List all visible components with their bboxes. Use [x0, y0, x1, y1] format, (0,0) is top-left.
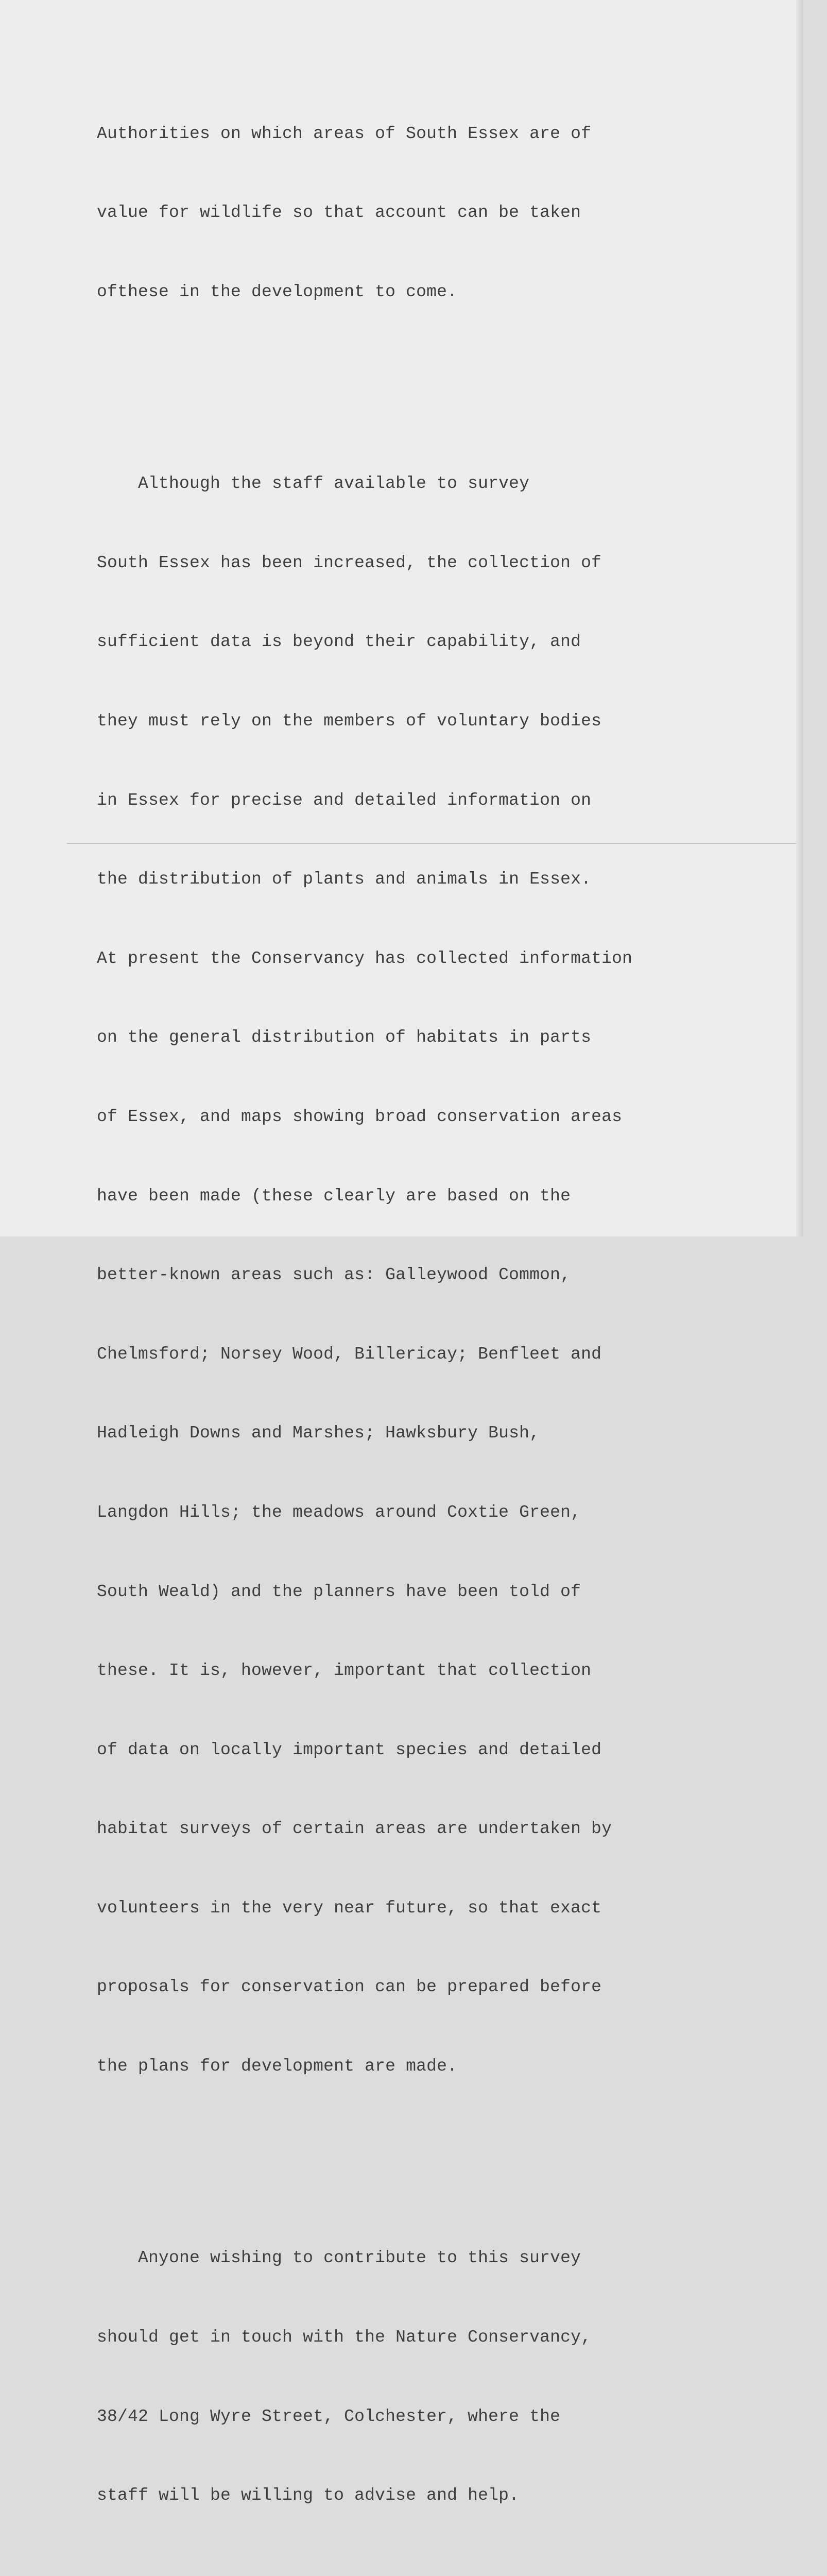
text-line: Chelmsford; Norsey Wood, Billericay; Benfleet and — [97, 1344, 602, 1364]
text-line: Although the staff available to survey — [97, 474, 530, 494]
text-line: of data on locally important species and detailed — [97, 1740, 602, 1759]
text-line: on the general distribution of habitats in parts — [97, 1028, 592, 1047]
text-line: Hadleigh Downs and Marshes; Hawksbury Bush, — [97, 1423, 540, 1443]
text-line: ofthese in the development to come. — [97, 282, 458, 301]
text-line: these. It is, however, important that collection — [97, 1661, 592, 1681]
text-line: staff will be willing to advise and help. — [97, 2486, 520, 2505]
text-line: habitat surveys of certain areas are undertaken by — [97, 1819, 612, 1839]
text-line: better-known areas such as: Galleywood Common, — [97, 1265, 571, 1285]
text-line: South Weald) and the planners have been told of — [97, 1582, 581, 1601]
text-line: should get in touch with the Nature Conservancy, — [97, 2328, 592, 2347]
typewritten-text — [97, 41, 797, 2576]
text-line: value for wildlife so that account can be taken — [97, 203, 581, 223]
text-line: 38/42 Long Wyre Street, Colchester, where the — [97, 2406, 561, 2426]
text-line: Langdon Hills; the meadows around Coxtie Green, — [97, 1502, 581, 1522]
text-line: the distribution of plants and animals in Essex. — [97, 870, 592, 889]
text-line: Authorities on which areas of South Essex are of — [97, 124, 592, 143]
text-line: Anyone wishing to contribute to this survey — [97, 2248, 581, 2268]
paragraph-gap — [97, 2132, 797, 2140]
text-line: of Essex, and maps showing broad conservation areas — [97, 1107, 623, 1126]
text-line: in Essex for precise and detailed information on — [97, 790, 592, 810]
text-line: proposals for conservation can be prepared before — [97, 1977, 602, 1997]
text-line: sufficient data is beyond their capability, and — [97, 632, 581, 652]
text-line: volunteers in the very near future, so that exact — [97, 1898, 602, 1918]
paragraph-gap — [97, 2562, 797, 2569]
text-line: have been made (these clearly are based on the — [97, 1186, 571, 1206]
text-line: At present the Conservancy has collected information — [97, 948, 633, 968]
text-line: South Essex has been increased, the collection of — [97, 553, 602, 572]
paragraph-gap — [97, 358, 797, 365]
text-line: the plans for development are made. — [97, 2057, 458, 2076]
text-line: they must rely on the members of voluntary bodies — [97, 711, 602, 731]
